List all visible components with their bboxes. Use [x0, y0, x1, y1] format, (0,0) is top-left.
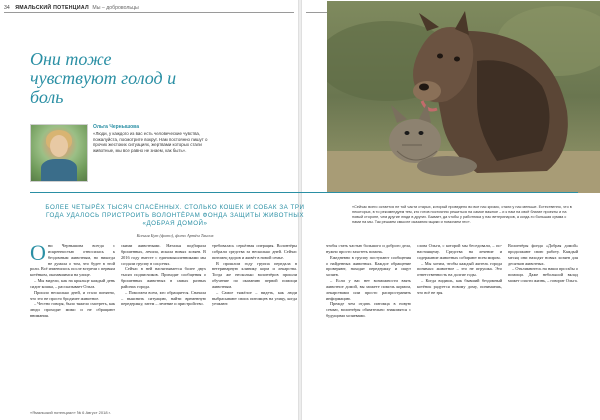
author-face — [50, 135, 68, 157]
paragraph: – Самое тяжёлое – видеть, как люди выбрасывают своих питомцев на улицу, когда уезжают. — [212, 289, 297, 307]
photo-caption: «Сейчас всего остается не той части старых, который проведено во все нас кризис, стали у нас меньше. Естественно, что в некоторых, в то рекомендуем тем, кто готов постоянно решиться на самое важное – и к нам на своё благие проекты и на новый стороне, чем другие люди в других. Бывает, да чтобы у работника у нас ветеринаров, а когда-то большая сумма с нами на мы. Так решаем смысле оказания ящики и помогаем это». — [352, 205, 572, 225]
paragraph: – Мы видели, как на крыльце каждый день сидит кошка, – рассказывает Ольга. — [30, 278, 115, 289]
lead-rule — [30, 192, 578, 193]
body-column-4 — [326, 243, 411, 319]
paragraph: Прежде чем отдать питомца в новую семью, волонтёры обязательно знакомятся с будущими хозяевами. — [326, 301, 411, 319]
subsection-name: Мы – добровольцы — [92, 5, 139, 11]
author-shoulders — [41, 159, 77, 181]
author-quote: «Люди, у каждого из вас есть человеческие чувства, пожалуйста, посмотрите вокруг. Нам постоянно пишут о прочих жестоких ситуациях, жертвами которых стали животные, мы все равно не знаем, как быть». — [93, 131, 208, 153]
author-photo — [30, 124, 88, 182]
paragraph: Волонтёры фонда «Добрая домой» продолжают свою работу. Каждый месяц они находят новых хозяев для десятков животных. — [508, 243, 578, 266]
body-column-5 — [417, 243, 502, 296]
paragraph-text: ни Чернышова всегда с искренностью относилась к бездомным животным, но никогда не думала о том, что будет в этой роли. Всё изменилось после встречи с первым котёнком, оказавшимся на улице. — [30, 243, 115, 278]
article-title: Они тоже чувствуют голод и боль — [30, 49, 177, 107]
paragraph: Ежедневно в группу поступают сообщения о найденных животных. Каждое обращение проверяют, находят передержку и ищут хозяев. — [326, 254, 411, 278]
article-credits: Ксения Бут (фото), фото Артём Таисов — [136, 233, 214, 238]
paragraph: – Честно говоря, было тяжело смотреть, как люди проходят мимо и не обращают внимания. — [30, 301, 115, 319]
paragraph: – Если у вас нет возможности взять животное домой, вы можете помочь кормом, лекарствами или просто распространить информацию. — [326, 278, 411, 301]
author-name: Ольга Чернышова — [93, 124, 139, 130]
paragraph: чтобы стать частью большого и доброго дела, нужно просто захотеть помочь. — [326, 243, 411, 254]
paragraph: – Откликнитесь на наши просьбы о помощи. Даже небольшой вклад может спасти жизнь, – говорит Ольга. — [508, 266, 578, 284]
section-name: ЯМАЛЬСКИЙ ПОТЕНЦИАЛ — [15, 5, 89, 11]
paragraph: – Мы хотим, чтобы каждый житель города понимал: животное – это не игрушка. Это ответственность на долгие годы. — [417, 260, 502, 278]
left-page-number: 34 — [4, 5, 10, 11]
paragraph: – Когда видишь, как бывший бездомный котёнок радуется новому дому, понимаешь, что всё не зря. — [417, 278, 502, 295]
paragraph: – Помогаем всем, кто обращается. Сначала – выяснить ситуацию, найти временную передержку, затем – лечение и пристройство. — [121, 289, 206, 307]
paragraph: слова Ольги, с которой мы беседовали, – по-настоящему. Средства на лечение и содержание животных собирают всем миром. — [417, 243, 502, 260]
left-header — [4, 5, 139, 11]
photo-illustration — [327, 1, 600, 193]
dog-and-kitten-photo — [327, 1, 600, 193]
paragraph: В прошлом году группа передала в ветеринарную клинику корм и лекарства. Тогда же несколько волонтёров прошли обучение по оказанию первой помощи животным. — [212, 260, 297, 289]
drop-cap: О — [30, 240, 46, 265]
body-column-2 — [121, 243, 206, 307]
body-column-1 — [30, 240, 115, 319]
body-column-3 — [212, 243, 297, 307]
paragraph — [30, 240, 115, 278]
paragraph: скими животными. Наталья подбирала брошенных, лечила, искала новых хозяев. В 2016 году вместе с единомышленниками мы создали группу в соцсетях. — [121, 243, 206, 266]
body-column-6 — [508, 243, 578, 284]
page-footer: «Ямальский потенциал» № 6 Август 2018 г. — [30, 410, 111, 415]
article-lead: БОЛЕЕ ЧЕТЫРЁХ ТЫСЯЧ СПАСЁННЫХ. СТОЛЬКО КОШЕК И СОБАК ЗА ТРИ ГОДА УДАЛОСЬ ПРИСТРОИТЬ ВОЛОНТЁРАМ ФОНДА ЗАЩИТЫ ЖИВОТНЫХ «ДОБРАЯ ДОМОЙ» — [45, 204, 305, 228]
paragraph: требовалась серьёзная операция. Волонтёры собрали средства за несколько дней. Сейчас питомец здоров и живёт в новой семье. — [212, 243, 297, 260]
left-header-rule — [4, 12, 294, 13]
paragraph: Сейчас в ней насчитывается более двух тысяч подписчиков. Приходят сообщения о брошенных животных в самых разных районах города. — [121, 266, 206, 289]
paragraph: Прошло несколько дней, и стало понятно, что это не просто бродячее животное. — [30, 289, 115, 301]
